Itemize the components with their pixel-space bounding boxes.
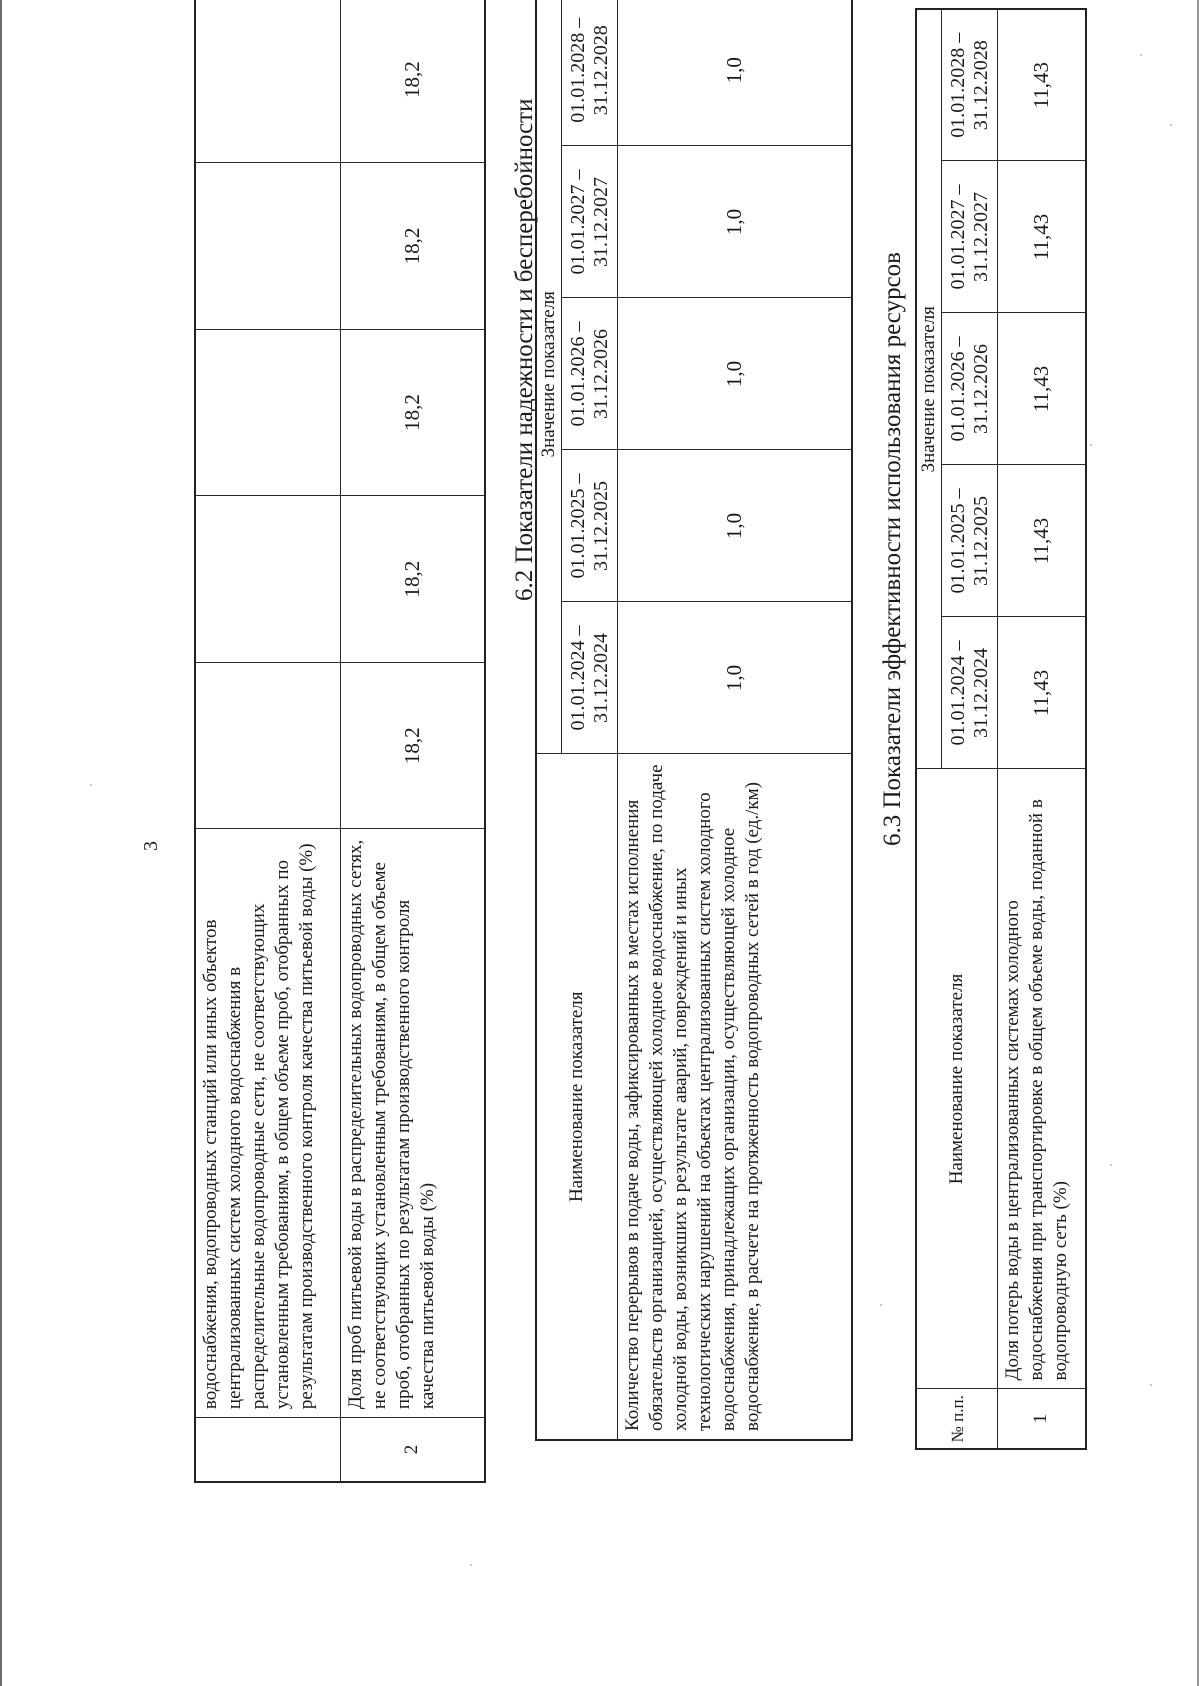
value-cell: [195, 163, 340, 330]
value-cell: 1,0: [618, 298, 852, 450]
value-cell: [195, 329, 340, 496]
value-cell: 11,43: [998, 313, 1086, 465]
scan-speck: [1140, 54, 1142, 56]
table-row: [618, 0, 852, 1440]
period-cell: 01.01.2027 – 31.12.2027: [562, 146, 618, 298]
period-cell: 01.01.2028 – 31.12.2028: [942, 9, 998, 161]
period-cell: 01.01.2024 – 31.12.2024: [562, 602, 618, 754]
page-number: 3: [140, 841, 162, 851]
value-cell: 11,43: [998, 161, 1086, 313]
table-row: [998, 9, 1086, 1449]
table-water-quality: [194, 0, 486, 1483]
table-reliability: [535, 0, 853, 1441]
scan-speck: [1150, 1384, 1152, 1386]
value-cell: 18,2: [340, 329, 485, 496]
table-row: [195, 0, 340, 1482]
header-row: [536, 0, 562, 1440]
name-header: Наименование показателя: [536, 754, 618, 1440]
name-header: Наименование показателя: [916, 769, 998, 1389]
scan-speck: [470, 1564, 472, 1566]
value-cell: 11,43: [998, 9, 1086, 161]
num-header: № п.п.: [916, 1389, 998, 1449]
scan-speck: [880, 1304, 882, 1306]
row-number: 1: [998, 1389, 1086, 1449]
indicator-name: Доля проб питьевой воды в распределительных водопроводных сетях, не соответствующих установленным требованиям, в общем объеме проб, отобранных по результатам производственного контроля качества питьевой воды (%): [340, 829, 485, 1418]
value-cell: 18,2: [340, 496, 485, 663]
value-cell: 1,0: [618, 450, 852, 602]
value-cell: 1,0: [618, 602, 852, 754]
period-cell: 01.01.2027 – 31.12.2027: [942, 161, 998, 313]
period-cell: 01.01.2028 – 31.12.2028: [562, 0, 618, 146]
value-cell: 1,0: [618, 0, 852, 146]
indicator-name: Количество перерывов в подаче воды, зафиксированных в местах исполнения обязательств организацией, осуществляющей холодное водоснабжение, по подаче холодной воды, возникших в результате аварий, повреждений и иных технологических нарушений на объектах централизованных систем холодного водоснабжения, принадлежащих организации, осуществляющей холодное водоснабжение, в расчете на протяженность водопроводных сетей в год (ед./км): [618, 754, 852, 1440]
header-row: [916, 9, 942, 1449]
scan-speck: [1090, 444, 1092, 446]
value-cell: 18,2: [340, 662, 485, 829]
period-cell: 01.01.2026 – 31.12.2026: [562, 298, 618, 450]
scan-speck: [90, 784, 92, 786]
scan-speck: [1110, 1164, 1112, 1166]
value-cell: 11,43: [998, 465, 1086, 617]
scan-speck: [1170, 124, 1172, 126]
value-header: Значение показателя: [916, 9, 942, 769]
section-6-3-title: 6.3 Показатели эффективности использования ресурсов: [879, 252, 906, 846]
value-cell: 1,0: [618, 146, 852, 298]
value-cell: [195, 496, 340, 663]
value-cell: 18,2: [340, 0, 485, 163]
section-6-2-title: 6.2 Показатели надежности и бесперебойности: [511, 98, 538, 601]
row-number: 2: [340, 1418, 485, 1482]
period-cell: 01.01.2024 – 31.12.2024: [942, 617, 998, 769]
value-cell: [195, 0, 340, 163]
indicator-name: Доля потерь воды в централизованных системах холодного водоснабжения при транспортировке в общем объеме воды, поданной в водопроводную сеть (%): [998, 769, 1086, 1389]
value-header: Значение показателя: [536, 0, 562, 754]
table-row: [340, 0, 485, 1482]
period-cell: 01.01.2026 – 31.12.2026: [942, 313, 998, 465]
indicator-name: водоснабжения, водопроводных станций или иных объектов централизованных систем холодного водоснабжения в распределительные водопроводные сети, не соответствующих установленным требованиям, в общем объеме проб, отобранных по результатам производственного контроля качества питьевой воды (%): [195, 829, 340, 1418]
table-resource-efficiency: [915, 8, 1087, 1450]
row-number: [195, 1418, 340, 1482]
value-cell: [195, 662, 340, 829]
value-cell: 11,43: [998, 617, 1086, 769]
period-cell: 01.01.2025 – 31.12.2025: [942, 465, 998, 617]
period-cell: 01.01.2025 – 31.12.2025: [562, 450, 618, 602]
value-cell: 18,2: [340, 163, 485, 330]
